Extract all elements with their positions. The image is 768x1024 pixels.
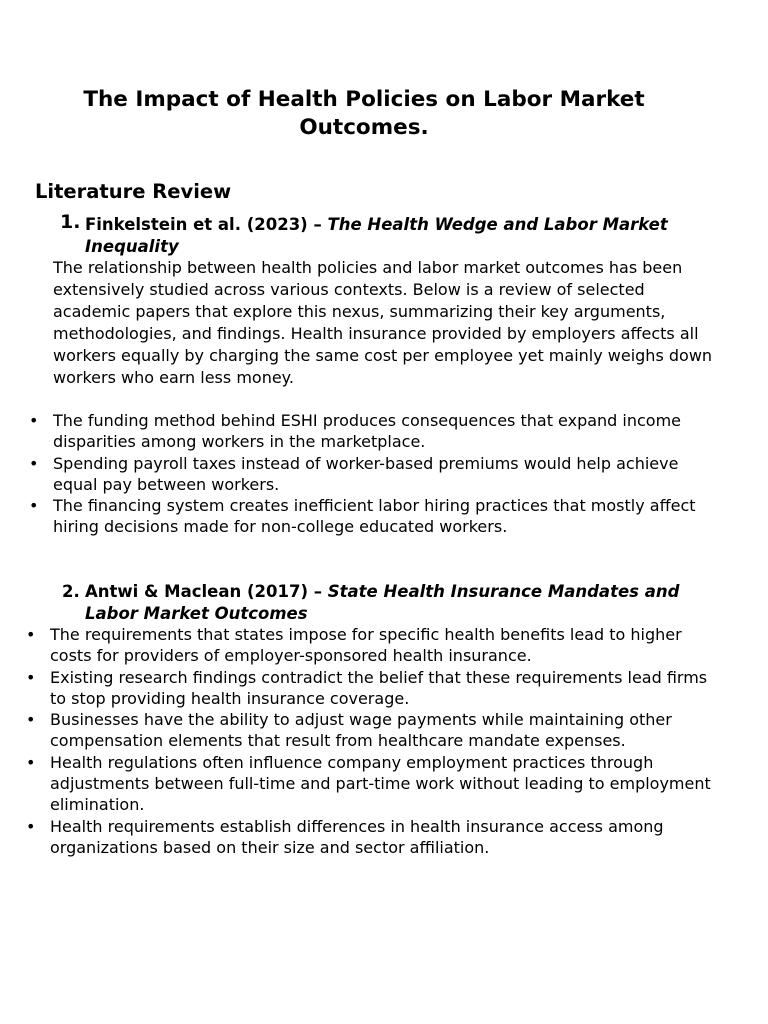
list-item-text: The funding method behind ESHI produces consequences that expand income disparities among workers in the marketplace. [53,411,682,452]
entry-number: 1. [60,211,81,233]
list-item [26,816,713,859]
list-item [26,752,713,816]
list-item [29,495,713,538]
list-item-text: Health regulations often influence company employment practices through adjustments between full-time and part-time work without leading to employment elimination. [50,752,711,815]
entry-heading-1 [60,211,685,258]
list-item-text: The requirements that states impose for specific health benefits lead to higher costs for providers of employer-sponsored health insurance. [50,625,682,666]
list-item-text: The financing system creates inefficient labor hiring practices that mostly affect hiring decisions made for non-college educated workers. [53,496,696,537]
document-title: The Impact of Health Policies on Labor Market Outcomes. [83,87,645,140]
entry-heading-2 [62,581,705,625]
list-item [26,667,713,710]
list-item-text: Health requirements establish differences in health insurance access among organizations based on their size and sector affiliation. [50,816,664,857]
list-item [29,410,713,453]
entry-work-title: The Health Wedge and Labor Market Inequality [85,215,668,256]
entry-1-bullet-list [29,410,713,538]
entry-authors: Antwi & Maclean (2017) – [85,582,328,601]
bullet-marker: • [29,411,39,430]
entry-work-title: State Health Insurance Mandates and Labor Market Outcomes [85,582,680,623]
list-item [26,709,713,752]
bullet-marker: • [26,667,36,687]
entry-intro-paragraph: The relationship between health policies and labor market outcomes has been extensively studied across various contexts. Below is a review of selected academic papers that explore this nexus, summarizing their key arguments, methodologies, and findings. Health insurance provided by employers affects all workers equally by charging the same cost per employee yet mainly weighs down workers who earn less money. [53,258,713,387]
bullet-marker: • [29,496,39,516]
entry-number: 2. [62,582,80,601]
list-item-text: Existing research findings contradict the belief that these requirements lead firms to stop providing health insurance coverage. [50,667,708,708]
bullet-marker: • [26,816,36,836]
list-item-text: Businesses have the ability to adjust wage payments while maintaining other compensation elements that result from healthcare mandate expenses. [50,710,672,751]
list-item [29,453,713,496]
bullet-marker: • [26,710,36,730]
section-heading-literature-review: Literature Review [35,180,232,203]
bullet-marker: • [29,453,39,473]
entry-2-bullet-list [26,624,713,858]
bullet-marker: • [26,752,36,772]
entry-authors: Finkelstein et al. (2023) – [85,215,328,234]
list-item-text: Spending payroll taxes instead of worker-based premiums would help achieve equal pay between workers. [53,453,679,494]
bullet-marker: • [26,625,36,644]
list-item [26,624,713,667]
